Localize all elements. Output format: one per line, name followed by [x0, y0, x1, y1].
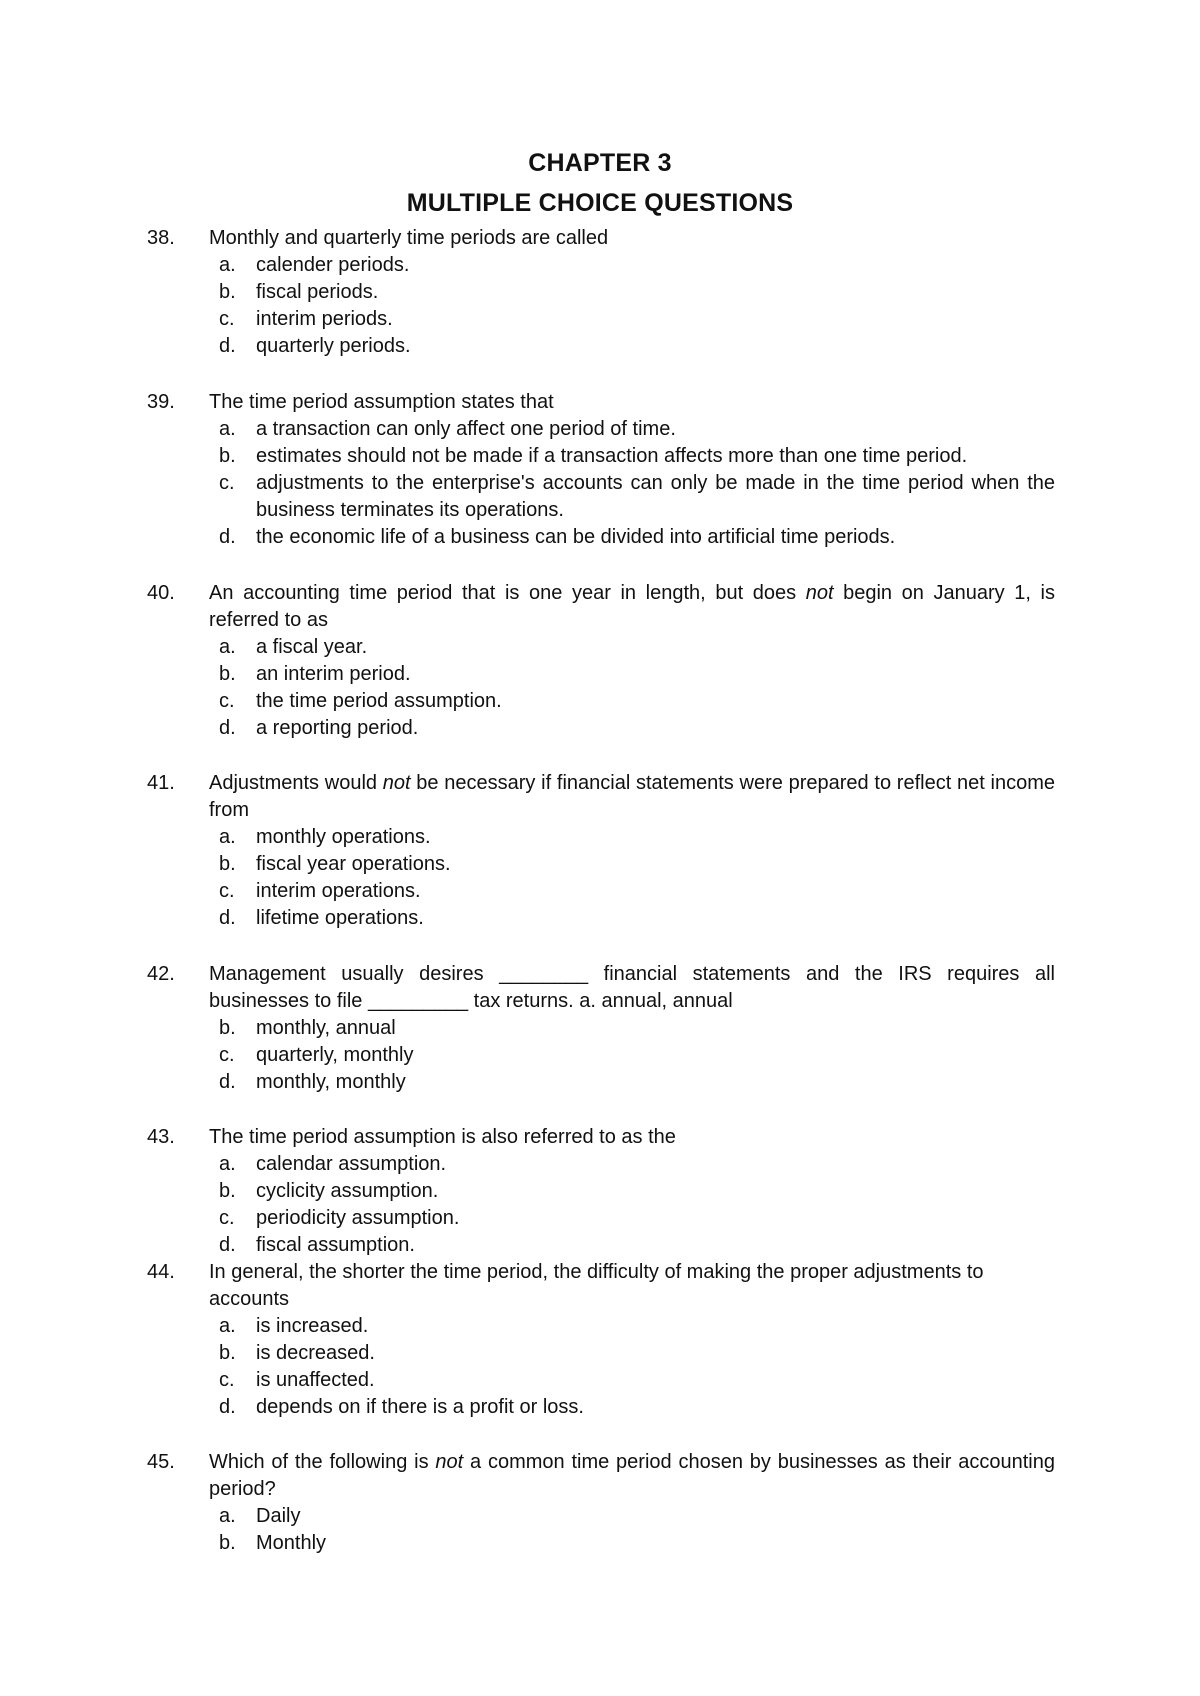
option-c — [0, 306, 1200, 333]
option-a — [0, 1503, 1200, 1530]
question-number: 40. — [147, 582, 175, 604]
question-text-part: Which of the following is — [209, 1451, 436, 1473]
option-d — [0, 1069, 1200, 1096]
option-letter: d. — [219, 1071, 236, 1093]
option-b — [0, 661, 1200, 688]
option-text: the time period assumption. — [256, 690, 502, 712]
option-letter: b. — [219, 663, 236, 685]
option-letter: d. — [219, 335, 236, 357]
option-letter: a. — [219, 1153, 236, 1175]
question-text-part: An accounting time period that is one year in length, but does — [209, 582, 806, 604]
option-letter: b. — [219, 1342, 236, 1364]
option-text: periodicity assumption. — [256, 1207, 460, 1229]
option-d — [0, 1394, 1200, 1421]
option-text: is unaffected. — [256, 1369, 375, 1391]
question-number: 38. — [147, 227, 175, 249]
option-letter: c. — [219, 1044, 235, 1066]
option-a — [0, 252, 1200, 279]
option-letter: b. — [219, 281, 236, 303]
option-text: is decreased. — [256, 1342, 375, 1364]
option-text: monthly, monthly — [256, 1071, 406, 1093]
option-d — [0, 333, 1200, 360]
option-letter: c. — [219, 472, 235, 494]
option-a — [0, 824, 1200, 851]
option-letter: d. — [219, 1234, 236, 1256]
question-text-part: Adjustments would — [209, 772, 383, 794]
option-letter: d. — [219, 907, 236, 929]
chapter-title: CHAPTER 3 — [528, 149, 672, 177]
option-d — [0, 715, 1200, 742]
question-number: 45. — [147, 1451, 175, 1473]
option-text: is increased. — [256, 1315, 369, 1337]
option-letter: b. — [219, 1017, 236, 1039]
question-text-part: be necessary if financial statements were prepared to reflect net income from — [209, 772, 1055, 821]
option-text: depends on if there is a profit or loss. — [256, 1396, 584, 1418]
option-letter: d. — [219, 717, 236, 739]
option-letter: c. — [219, 1207, 235, 1229]
option-letter: c. — [219, 1369, 235, 1391]
option-d — [0, 524, 1200, 551]
option-letter: c. — [219, 308, 235, 330]
question-number: 44. — [147, 1261, 175, 1283]
option-text: Monthly — [256, 1532, 327, 1554]
question-text: Management usually desires ________ financial statements and the IRS requires all businesses to file _________ tax returns. a. annual, annual — [209, 963, 1055, 1012]
option-list — [0, 416, 1200, 551]
option-text: monthly operations. — [256, 826, 431, 848]
option-letter: a. — [219, 636, 236, 658]
question-text: In general, the shorter the time period, the difficulty of making the proper adjustments to accounts — [209, 1261, 984, 1310]
option-text: monthly, annual — [256, 1017, 396, 1039]
question-number: 42. — [147, 963, 175, 985]
option-a — [0, 634, 1200, 661]
option-text: cyclicity assumption. — [256, 1180, 439, 1202]
option-d — [0, 905, 1200, 932]
option-letter: c. — [219, 880, 235, 902]
option-text: a fiscal year. — [256, 636, 368, 658]
option-letter: b. — [219, 853, 236, 875]
question-number: 39. — [147, 391, 175, 413]
option-b — [0, 1015, 1200, 1042]
option-text: a transaction can only affect one period of time. — [256, 418, 676, 440]
option-text: interim operations. — [256, 880, 421, 902]
option-letter: a. — [219, 254, 236, 276]
option-letter: a. — [219, 418, 236, 440]
option-letter: d. — [219, 1396, 236, 1418]
option-list — [0, 1015, 1200, 1096]
option-text: fiscal assumption. — [256, 1234, 415, 1256]
option-a — [0, 416, 1200, 443]
question-number: 43. — [147, 1126, 175, 1148]
option-letter: a. — [219, 1505, 236, 1527]
option-letter: a. — [219, 826, 236, 848]
option-text: calendar assumption. — [256, 1153, 447, 1175]
option-b — [0, 1340, 1200, 1367]
option-letter: b. — [219, 445, 236, 467]
option-c — [0, 1042, 1200, 1069]
option-text: adjustments to the enterprise's accounts can only be made in the time period when the business terminates its operations. — [256, 472, 1055, 521]
option-c — [0, 470, 1200, 524]
question-text-part: a common time period chosen by businesses as their accounting period? — [209, 1451, 1055, 1500]
option-text: quarterly, monthly — [256, 1044, 414, 1066]
option-text: calender periods. — [256, 254, 410, 276]
option-text: a reporting period. — [256, 717, 419, 739]
question-text — [209, 770, 1055, 824]
option-c — [0, 688, 1200, 715]
question-text — [209, 580, 1055, 634]
option-text: quarterly periods. — [256, 335, 411, 357]
option-a — [0, 1313, 1200, 1340]
option-text: Daily — [256, 1505, 301, 1527]
option-text: fiscal year operations. — [256, 853, 451, 875]
question-text: The time period assumption is also referred to as the — [209, 1126, 676, 1148]
option-text: fiscal periods. — [256, 281, 379, 303]
section-title: MULTIPLE CHOICE QUESTIONS — [406, 189, 794, 217]
option-b — [0, 851, 1200, 878]
option-list — [0, 1503, 1200, 1557]
option-b — [0, 1530, 1200, 1557]
option-list — [0, 1313, 1200, 1421]
question-text: The time period assumption states that — [209, 391, 554, 413]
question-text-part: begin on January 1, is referred to as — [209, 582, 1055, 631]
option-letter: b. — [219, 1180, 236, 1202]
option-list — [0, 252, 1200, 360]
option-text: an interim period. — [256, 663, 411, 685]
option-list — [0, 1151, 1200, 1259]
option-list — [0, 634, 1200, 742]
option-letter: c. — [219, 690, 235, 712]
option-b — [0, 279, 1200, 306]
question-text — [209, 1449, 1055, 1503]
option-text: lifetime operations. — [256, 907, 424, 929]
question-text: Monthly and quarterly time periods are called — [209, 227, 609, 249]
option-c — [0, 878, 1200, 905]
option-a — [0, 1151, 1200, 1178]
question-number: 41. — [147, 772, 175, 794]
question-emphasis: not — [435, 1451, 464, 1473]
option-d — [0, 1232, 1200, 1259]
option-b — [0, 443, 1200, 470]
option-c — [0, 1367, 1200, 1394]
option-text: interim periods. — [256, 308, 393, 330]
option-text: the economic life of a business can be divided into artificial time periods. — [256, 526, 896, 548]
option-text: estimates should not be made if a transaction affects more than one time period. — [256, 445, 968, 467]
option-letter: d. — [219, 526, 236, 548]
option-letter: b. — [219, 1532, 236, 1554]
option-letter: a. — [219, 1315, 236, 1337]
question-emphasis: not — [382, 772, 411, 794]
option-b — [0, 1178, 1200, 1205]
question-emphasis: not — [805, 582, 834, 604]
option-list — [0, 824, 1200, 932]
option-c — [0, 1205, 1200, 1232]
